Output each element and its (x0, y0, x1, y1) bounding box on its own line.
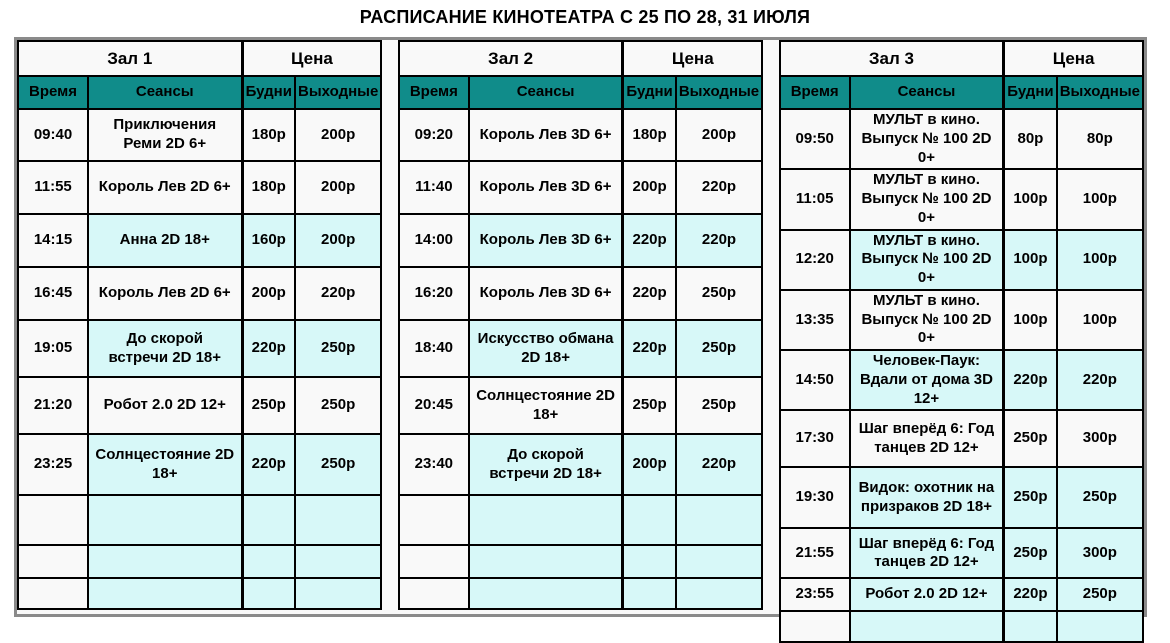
hall-table (398, 40, 763, 610)
session-time: 23:25 (18, 434, 88, 495)
session-time: 23:55 (780, 578, 850, 611)
weekend-price: 250р (676, 267, 762, 320)
session-time: 16:20 (399, 267, 469, 320)
session-time (780, 611, 850, 642)
weekend-price: 200р (676, 109, 762, 161)
weekday-price: 250р (623, 377, 676, 434)
schedule-row (399, 161, 762, 214)
schedule-row (399, 214, 762, 267)
hall-name: Зал 3 (780, 41, 1004, 76)
weekend-price: 100р (1057, 230, 1143, 290)
weekday-price: 180р (242, 161, 295, 214)
price-header: Цена (242, 41, 381, 76)
session-time: 18:40 (399, 320, 469, 377)
movie-title (469, 545, 623, 578)
session-time: 14:00 (399, 214, 469, 267)
schedule-row (780, 410, 1143, 467)
weekdays-column-header: Будни (1004, 76, 1057, 109)
weekends-column-header: Выходные (1057, 76, 1143, 109)
weekday-price: 220р (623, 267, 676, 320)
weekend-price: 200р (295, 161, 381, 214)
movie-title: Солнцестояние 2D 18+ (88, 434, 242, 495)
schedule-row (780, 169, 1143, 229)
column-header-row (780, 76, 1143, 109)
movie-title: МУЛЬТ в кино. Выпуск № 100 2D 0+ (850, 169, 1004, 229)
session-time: 16:45 (18, 267, 88, 320)
session-time: 19:30 (780, 467, 850, 528)
weekend-price: 80р (1057, 109, 1143, 169)
weekend-price: 250р (295, 434, 381, 495)
sessions-column-header: Сеансы (88, 76, 242, 109)
movie-title: Искусство обмана 2D 18+ (469, 320, 623, 377)
schedule-row (399, 320, 762, 377)
schedule-row (18, 109, 381, 161)
movie-title: Человек-Паук: Вдали от дома 3D 12+ (850, 350, 1004, 410)
weekend-price (295, 578, 381, 609)
session-time (18, 578, 88, 609)
session-time: 21:20 (18, 377, 88, 434)
column-header-row (399, 76, 762, 109)
weekend-price: 200р (295, 214, 381, 267)
session-time: 11:40 (399, 161, 469, 214)
hall-name: Зал 1 (18, 41, 242, 76)
weekend-price: 100р (1057, 169, 1143, 229)
movie-title: МУЛЬТ в кино. Выпуск № 100 2D 0+ (850, 109, 1004, 169)
hall-header-row (399, 41, 762, 76)
schedule-row (18, 267, 381, 320)
weekday-price: 100р (1004, 169, 1057, 229)
weekend-price: 220р (295, 267, 381, 320)
schedule-row (780, 528, 1143, 578)
session-time: 23:40 (399, 434, 469, 495)
schedule-row (18, 578, 381, 609)
schedule-row (399, 495, 762, 545)
weekday-price: 220р (1004, 350, 1057, 410)
session-time: 12:20 (780, 230, 850, 290)
session-time (399, 578, 469, 609)
weekend-price: 250р (295, 377, 381, 434)
weekday-price (623, 545, 676, 578)
weekday-price (242, 495, 295, 545)
movie-title: Шаг вперёд 6: Год танцев 2D 12+ (850, 410, 1004, 467)
weekend-price: 100р (1057, 290, 1143, 350)
movie-title: Робот 2.0 2D 12+ (88, 377, 242, 434)
movie-title (88, 578, 242, 609)
weekend-price: 220р (676, 434, 762, 495)
hall-table (779, 40, 1144, 643)
schedule-row (18, 434, 381, 495)
weekend-price: 250р (295, 320, 381, 377)
weekend-price: 200р (295, 109, 381, 161)
weekday-price: 220р (623, 320, 676, 377)
session-time: 14:15 (18, 214, 88, 267)
movie-title: Приключения Реми 2D 6+ (88, 109, 242, 161)
movie-title: Солнцестояние 2D 18+ (469, 377, 623, 434)
page-title: РАСПИСАНИЕ КИНОТЕАТРА С 25 ПО 28, 31 ИЮЛЯ (359, 7, 811, 27)
weekdays-column-header: Будни (623, 76, 676, 109)
schedule-row (399, 545, 762, 578)
session-time: 11:05 (780, 169, 850, 229)
movie-title (469, 578, 623, 609)
schedule-row (18, 320, 381, 377)
weekday-price: 220р (1004, 578, 1057, 611)
movie-title: Король Лев 3D 6+ (469, 109, 623, 161)
weekday-price: 200р (242, 267, 295, 320)
weekend-price: 250р (1057, 467, 1143, 528)
session-time: 20:45 (399, 377, 469, 434)
session-time (399, 545, 469, 578)
weekday-price: 180р (242, 109, 295, 161)
schedule-row (18, 495, 381, 545)
schedule-row (18, 377, 381, 434)
schedule-row (399, 434, 762, 495)
weekend-price: 250р (1057, 578, 1143, 611)
time-column-header: Время (399, 76, 469, 109)
time-column-header: Время (780, 76, 850, 109)
weekday-price (623, 578, 676, 609)
session-time: 19:05 (18, 320, 88, 377)
movie-title: До скорой встречи 2D 18+ (469, 434, 623, 495)
weekday-price (242, 545, 295, 578)
session-time: 13:35 (780, 290, 850, 350)
schedule-row (18, 545, 381, 578)
time-column-header: Время (18, 76, 88, 109)
session-time: 17:30 (780, 410, 850, 467)
movie-title: Анна 2D 18+ (88, 214, 242, 267)
weekends-column-header: Выходные (295, 76, 381, 109)
schedule-row (399, 109, 762, 161)
column-header-row (18, 76, 381, 109)
weekday-price: 220р (242, 320, 295, 377)
weekday-price: 220р (242, 434, 295, 495)
movie-title: Шаг вперёд 6: Год танцев 2D 12+ (850, 528, 1004, 578)
weekday-price: 100р (1004, 290, 1057, 350)
hall-header-row (18, 41, 381, 76)
schedule-row (780, 230, 1143, 290)
session-time (18, 495, 88, 545)
weekday-price: 250р (242, 377, 295, 434)
weekend-price (1057, 611, 1143, 642)
weekday-price: 200р (623, 434, 676, 495)
movie-title (469, 495, 623, 545)
weekday-price: 250р (1004, 410, 1057, 467)
session-time: 09:50 (780, 109, 850, 169)
weekend-price: 300р (1057, 410, 1143, 467)
movie-title (88, 495, 242, 545)
weekend-price (295, 495, 381, 545)
price-header: Цена (623, 41, 762, 76)
hall-table (17, 40, 382, 610)
weekend-price: 220р (676, 214, 762, 267)
session-time: 09:20 (399, 109, 469, 161)
weekend-price: 220р (676, 161, 762, 214)
weekend-price: 250р (676, 377, 762, 434)
schedule-row (780, 109, 1143, 169)
movie-title: Видок: охотник на призраков 2D 18+ (850, 467, 1004, 528)
weekday-price (1004, 611, 1057, 642)
movie-title: Робот 2.0 2D 12+ (850, 578, 1004, 611)
weekday-price: 160р (242, 214, 295, 267)
movie-title (850, 611, 1004, 642)
weekdays-column-header: Будни (242, 76, 295, 109)
weekends-column-header: Выходные (676, 76, 762, 109)
session-time: 14:50 (780, 350, 850, 410)
hall-name: Зал 2 (399, 41, 623, 76)
movie-title: Король Лев 3D 6+ (469, 267, 623, 320)
weekend-price: 220р (1057, 350, 1143, 410)
schedule-row (780, 350, 1143, 410)
sessions-column-header: Сеансы (850, 76, 1004, 109)
price-header: Цена (1004, 41, 1143, 76)
movie-title: МУЛЬТ в кино. Выпуск № 100 2D 0+ (850, 290, 1004, 350)
movie-title: Король Лев 2D 6+ (88, 267, 242, 320)
schedule-row (18, 161, 381, 214)
weekend-price (676, 545, 762, 578)
session-time (18, 545, 88, 578)
weekday-price (242, 578, 295, 609)
weekend-price (295, 545, 381, 578)
weekend-price (676, 578, 762, 609)
weekend-price: 300р (1057, 528, 1143, 578)
session-time: 21:55 (780, 528, 850, 578)
movie-title: До скорой встречи 2D 18+ (88, 320, 242, 377)
movie-title: МУЛЬТ в кино. Выпуск № 100 2D 0+ (850, 230, 1004, 290)
schedule-row (780, 290, 1143, 350)
movie-title: Король Лев 3D 6+ (469, 214, 623, 267)
weekday-price (623, 495, 676, 545)
weekday-price: 220р (623, 214, 676, 267)
weekday-price: 250р (1004, 467, 1057, 528)
schedule-row (18, 214, 381, 267)
weekday-price: 180р (623, 109, 676, 161)
weekday-price: 200р (623, 161, 676, 214)
schedule-row (780, 578, 1143, 611)
weekend-price (676, 495, 762, 545)
schedule-row (780, 611, 1143, 642)
hall-header-row (780, 41, 1143, 76)
session-time: 09:40 (18, 109, 88, 161)
movie-title (88, 545, 242, 578)
weekday-price: 250р (1004, 528, 1057, 578)
movie-title: Король Лев 3D 6+ (469, 161, 623, 214)
movie-title: Король Лев 2D 6+ (88, 161, 242, 214)
weekday-price: 100р (1004, 230, 1057, 290)
session-time (399, 495, 469, 545)
schedule-row (780, 467, 1143, 528)
session-time: 11:55 (18, 161, 88, 214)
weekend-price: 250р (676, 320, 762, 377)
schedule-row (399, 267, 762, 320)
schedule-row (399, 377, 762, 434)
sessions-column-header: Сеансы (469, 76, 623, 109)
schedule-container (14, 37, 1147, 617)
weekday-price: 80р (1004, 109, 1057, 169)
schedule-row (399, 578, 762, 609)
